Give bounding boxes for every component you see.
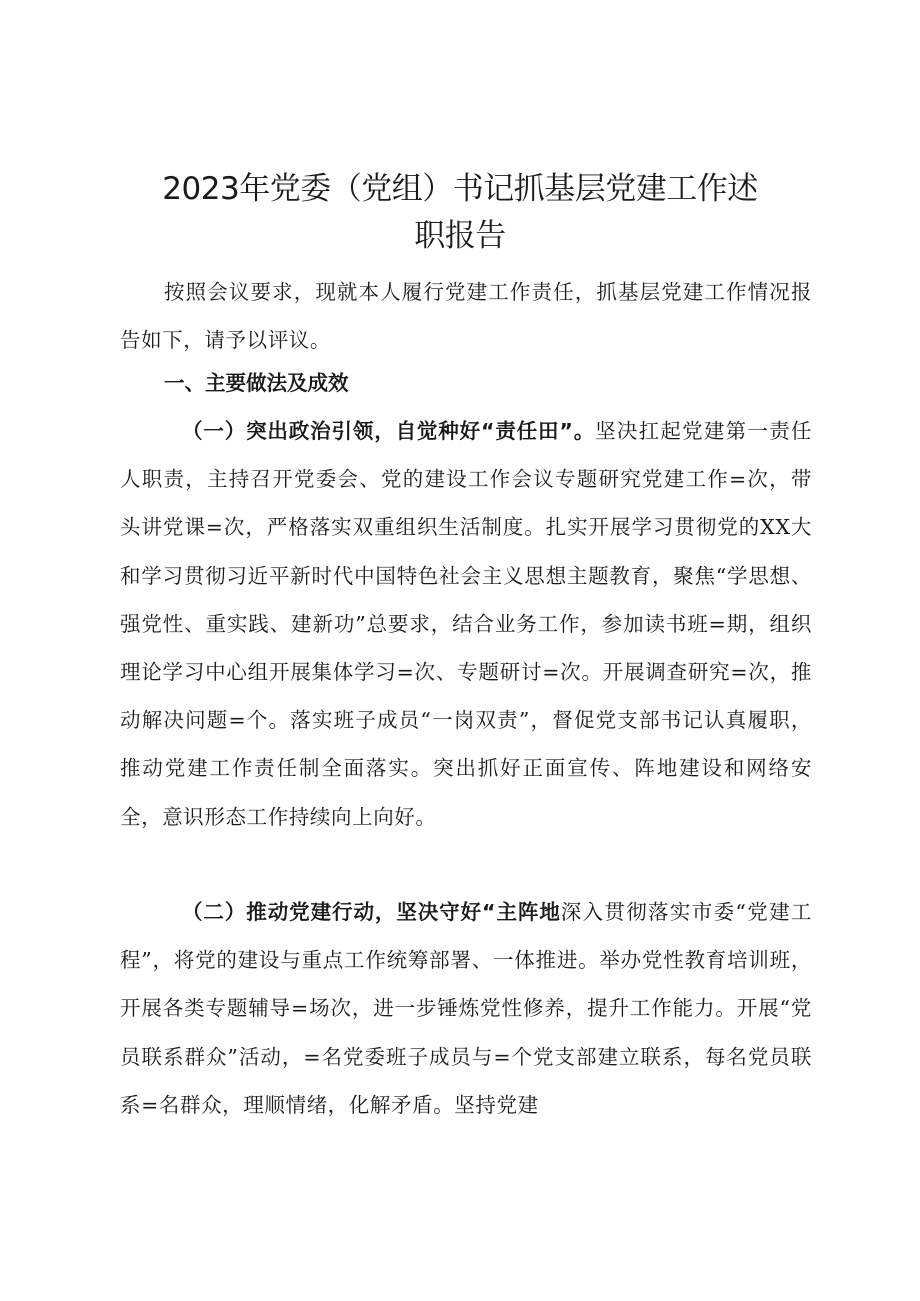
section-heading-main-practices: 一、主要做法及成效 (164, 371, 349, 395)
item-1-body: 坚决扛起党建第一责任人职责，主持召开党委会、党的建设工作会议专题研究党建工作=次，带头讲党课=次，严格落实双重组织生活制度。扎实开展学习贯彻党的XX大和学习贯彻习近平新时代中国特色社会主义思想主题教育，聚焦“学思想、强党性、重实践、建新功”总要求，结合业务工作，参加读书班=期，组织理论学习中心组开展集体学习=次、专题研讨=次。开展调查研究=次，推动解决问题=个。落实班子成员“一岗双责”，督促党支部书记认真履职，推动党建工作责任制全面落实。突出抓好正面宣传、阵地建设和网络安全，意识形态工作持续向上向好。 (120, 419, 813, 829)
document-title-line-2: 职报告 (414, 218, 506, 254)
item-2-lead-heading: （二）推动党建行动，坚决守好“主阵地 (182, 900, 561, 924)
item-2-body: 深入贯彻落实市委“党建工程”，将党的建设与重点工作统筹部署、一体推进。举办党性教育培训班，开展各类专题辅导=场次，进一步锤炼党性修养，提升工作能力。开展“党员联系群众”活动，=名党委班子成员与=个党支部建立联系，每名党员联系=名群众，理顺情绪，化解矛盾。坚持党建 (120, 900, 812, 1117)
paragraph-item-1 (120, 407, 812, 841)
item-1-lead-heading: （一）突出政治引领，自觉种好“责任田”。 (182, 419, 596, 443)
intro-paragraph: 按照会议要求，现就本人履行党建工作责任，抓基层党建工作情况报告如下，请予以评议。 (120, 280, 812, 353)
document-title-line-1: 2023年党委（党组）书记抓基层党建工作述 (162, 171, 758, 207)
paragraph-item-2 (120, 888, 812, 1129)
